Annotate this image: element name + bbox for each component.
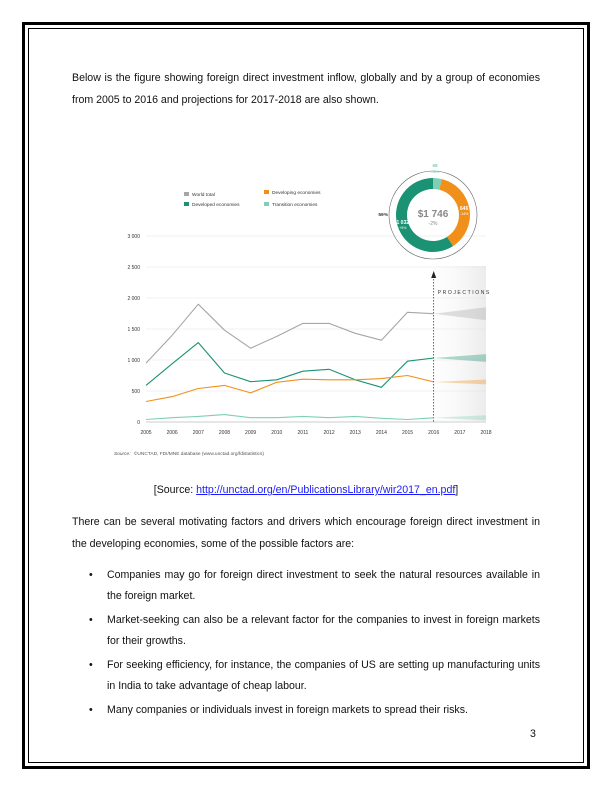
donut-change-label: -38% (430, 170, 440, 174)
legend-label: Developing economies (272, 191, 321, 196)
x-tick-label: 2005 (140, 430, 152, 436)
legend-swatch (264, 202, 269, 206)
fdi-inflow-chart (108, 160, 500, 462)
intro-paragraph: Below is the figure showing foreign direct investment inflow, globally and by a group of economies from 2005 to 2016 and projections for 2017-2018 are also shown. (72, 72, 540, 106)
factors-intro-paragraph: There can be several motivating factors and drivers which encourage foreign direct investment in the developing economies, some of the possible factors are: (72, 516, 540, 550)
y-tick-label: 3 000 (127, 233, 140, 240)
donut-share-label: 59% (378, 213, 388, 218)
bullet-icon: • (89, 704, 93, 716)
legend-swatch (184, 192, 189, 196)
x-tick-label: 2013 (349, 430, 361, 436)
legend-swatch (264, 190, 269, 194)
factors-list (72, 565, 540, 724)
chart-source-label: Source: (114, 452, 131, 457)
y-tick-label: 1 500 (127, 326, 140, 333)
source-suffix: ] (455, 484, 459, 496)
donut-value-label: 646 (459, 205, 469, 212)
legend-label: Developed economies (192, 203, 240, 208)
chart-source-note (114, 450, 264, 457)
x-tick-label: 2012 (323, 430, 335, 436)
y-tick-label: 2 500 (127, 264, 140, 271)
x-tick-label: 2018 (480, 430, 492, 436)
page-number: 3 (530, 728, 536, 740)
list-item: • Market-seeking can also be a relevant factor for the companies to invest in foreign markets for their growths. (72, 610, 540, 652)
source-link[interactable]: http://unctad.org/en/PublicationsLibrary/wir2017_en.pdf (196, 484, 456, 496)
donut-value-label: 1 032 (396, 219, 410, 226)
legend-swatch (184, 202, 189, 206)
y-tick-label: 0 (137, 419, 140, 426)
list-item: • Many companies or individuals invest in foreign markets to spread their risks. (72, 700, 540, 721)
legend-label: World total (192, 193, 215, 198)
y-tick-label: 500 (131, 388, 140, 395)
chart-source-text: ©UNCTAD, FDI/MNE database (www.unctad.org/fdistatistics) (133, 452, 264, 457)
list-item: • Companies may go for foreign direct investment to seek the natural resources available in the foreign market. (72, 565, 540, 607)
source-prefix: [Source: (153, 484, 197, 496)
bullet-icon: • (89, 569, 93, 581)
donut-center-value: $1 746 (417, 209, 449, 220)
x-tick-label: 2016 (428, 430, 440, 436)
donut-change-label: -14% (459, 211, 469, 216)
projection-label: PROJECTIONS (437, 290, 491, 296)
figure-source (72, 479, 540, 501)
donut-center-change: -2% (428, 221, 438, 227)
y-tick-label: 2 000 (127, 295, 140, 302)
x-tick-label: 2008 (218, 430, 231, 436)
series-line-world-total (146, 304, 434, 363)
x-tick-label: 2009 (245, 430, 257, 436)
x-tick-label: 2011 (297, 430, 309, 436)
donut-value-label: 68 (432, 163, 438, 168)
x-tick-label: 2007 (192, 430, 204, 436)
x-tick-label: 2006 (166, 430, 178, 436)
list-item: • For seeking efficiency, for instance, the companies of US are setting up manufacturing units in India to take advantage of cheap labour. (72, 655, 540, 697)
x-tick-label: 2014 (375, 430, 387, 436)
bullet-icon: • (89, 614, 93, 626)
x-tick-label: 2010 (271, 430, 283, 436)
x-tick-label: 2017 (454, 430, 466, 436)
y-tick-label: 1 000 (127, 357, 140, 364)
donut-change-label: +5% (399, 225, 407, 230)
series-line-developing-economies (146, 376, 434, 402)
series-line-transition-economies (146, 415, 434, 420)
x-tick-label: 2015 (401, 430, 414, 436)
legend-label: Transition economies (272, 203, 318, 208)
bullet-icon: • (89, 659, 93, 671)
